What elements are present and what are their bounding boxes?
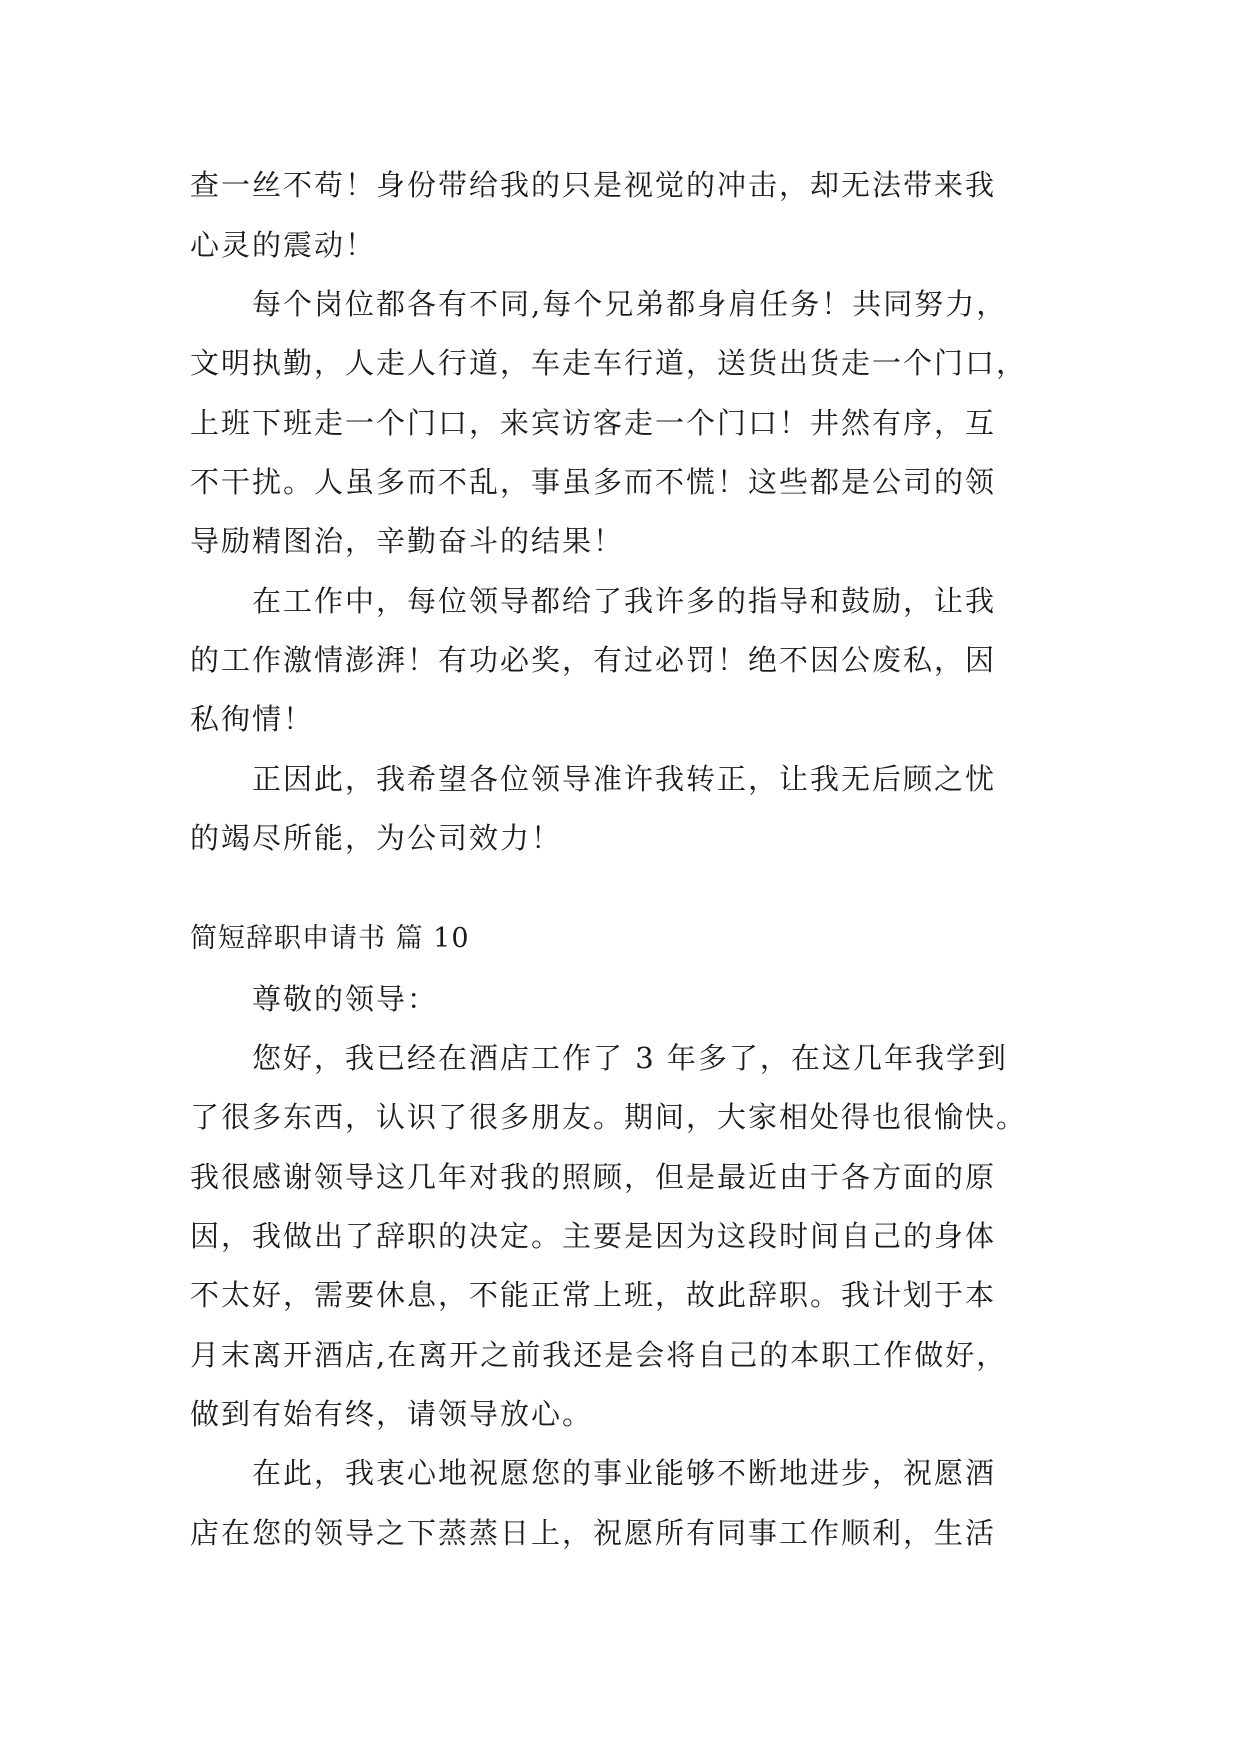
text-line: 月末离开酒店,在离开之前我还是会将自己的本职工作做好， bbox=[190, 1338, 1008, 1372]
text-line: 不太好，需要休息，不能正常上班，故此辞职。我计划于本 bbox=[190, 1278, 997, 1312]
salutation: 尊敬的领导： bbox=[252, 982, 439, 1016]
text-line: 我很感谢领导这几年对我的照顾，但是最近由于各方面的原 bbox=[190, 1160, 997, 1194]
text-line: 在工作中，每位领导都给了我许多的指导和鼓励，让我 bbox=[252, 584, 997, 618]
text-line: 因，我做出了辞职的决定。主要是因为这段时间自己的身体 bbox=[190, 1219, 997, 1253]
text-line: 做到有始有终，请领导放心。 bbox=[190, 1397, 594, 1431]
text-line: 您好，我已经在酒店工作了 3 年多了，在这几年我学到 bbox=[252, 1041, 1008, 1075]
text-line: 导励精图治，辛勤奋斗的结果！ bbox=[190, 524, 625, 558]
text-line: 心灵的震动！ bbox=[190, 228, 377, 262]
section-title: 简短辞职申请书 篇 10 bbox=[190, 923, 470, 954]
text-line: 查一丝不苟！身份带给我的只是视觉的冲击，却无法带来我 bbox=[190, 168, 997, 202]
text-line: 正因此，我希望各位领导准许我转正，让我无后顾之忧 bbox=[252, 762, 997, 796]
text-line: 的工作激情澎湃！有功必奖，有过必罚！绝不因公废私，因 bbox=[190, 643, 997, 677]
text-line: 上班下班走一个门口，来宾访客走一个门口！井然有序，互 bbox=[190, 406, 997, 440]
text-line: 文明执勤，人走人行道，车走车行道，送货出货走一个门口， bbox=[190, 346, 1028, 380]
text-line: 不干扰。人虽多而不乱，事虽多而不慌！这些都是公司的领 bbox=[190, 465, 997, 499]
text-line: 的竭尽所能，为公司效力！ bbox=[190, 821, 563, 855]
text-line: 每个岗位都各有不同,每个兄弟都身肩任务！共同努力， bbox=[252, 287, 1008, 321]
text-line: 店在您的领导之下蒸蒸日上，祝愿所有同事工作顺利，生活 bbox=[190, 1516, 997, 1550]
text-line: 私徇情！ bbox=[190, 702, 315, 736]
text-line: 在此，我衷心地祝愿您的事业能够不断地进步，祝愿酒 bbox=[252, 1456, 997, 1490]
text-line: 了很多东西，认识了很多朋友。期间，大家相处得也很愉快。 bbox=[190, 1100, 1028, 1134]
